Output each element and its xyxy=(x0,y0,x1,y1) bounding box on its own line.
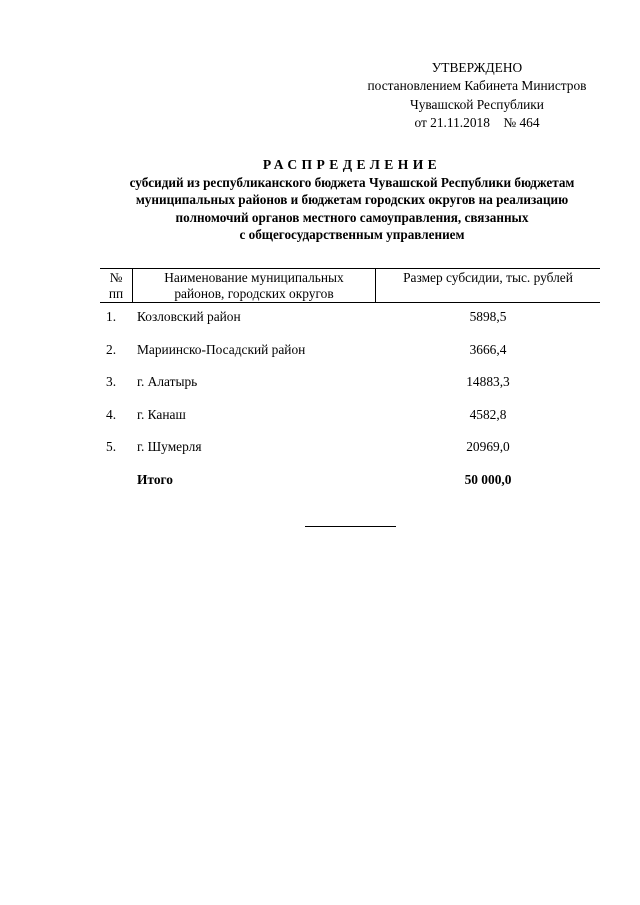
title-line: субсидий из республиканского бюджета Чувашской Республики бюджетам xyxy=(129,174,575,190)
header-number xyxy=(100,270,132,302)
total-label: Итого xyxy=(137,471,173,487)
row-value: 5898,5 xyxy=(469,309,507,324)
approval-line: постановлением Кабинета Министров xyxy=(367,78,587,94)
row-number: 5. xyxy=(106,439,117,455)
row-name: г. Канаш xyxy=(137,406,186,422)
row-name: г. Алатырь xyxy=(137,374,198,390)
document-title xyxy=(105,156,599,244)
row-number: 1. xyxy=(106,309,117,324)
row-number: 3. xyxy=(106,374,117,390)
total-value: 50 000,0 xyxy=(464,471,512,487)
subsidy-table xyxy=(100,268,600,504)
table-row xyxy=(100,438,600,471)
approval-stamp xyxy=(340,59,614,133)
row-name: Козловский район xyxy=(137,309,241,324)
approval-line: Чувашской Республики xyxy=(410,96,544,112)
row-number: 2. xyxy=(106,341,117,357)
table-row xyxy=(100,308,600,341)
header-text: пп xyxy=(108,286,124,301)
title-line: с общегосударственным управлением xyxy=(239,227,465,242)
total-row xyxy=(100,471,600,504)
title-line: полномочий органов местного самоуправления, связанных xyxy=(175,209,529,225)
header-text: Наименование муниципальных xyxy=(164,270,344,285)
row-number: 4. xyxy=(106,406,117,422)
title-line: муниципальных районов и бюджетам городских округов на реализацию xyxy=(135,192,569,207)
header-text: № xyxy=(109,270,123,285)
table-row xyxy=(100,406,600,439)
row-value: 4582,8 xyxy=(469,406,507,422)
row-name: Мариинско-Посадский район xyxy=(137,341,306,357)
row-name: г. Шумерля xyxy=(137,439,202,455)
header-name xyxy=(133,270,375,302)
table-header xyxy=(100,268,600,303)
header-text: Размер субсидии, тыс. рублей xyxy=(403,270,573,285)
row-value: 14883,3 xyxy=(466,374,510,390)
closing-divider xyxy=(305,526,396,527)
table-row xyxy=(100,373,600,406)
header-text: районов, городских округов xyxy=(174,286,334,301)
approval-line: УТВЕРЖДЕНО xyxy=(431,60,523,75)
row-value: 3666,4 xyxy=(469,341,507,357)
header-value xyxy=(376,270,600,286)
table-row xyxy=(100,341,600,374)
approval-line: от 21.11.2018 № 464 xyxy=(414,115,540,131)
row-value: 20969,0 xyxy=(466,439,510,455)
title-heading: РАСПРЕДЕЛЕНИЕ xyxy=(262,157,442,172)
